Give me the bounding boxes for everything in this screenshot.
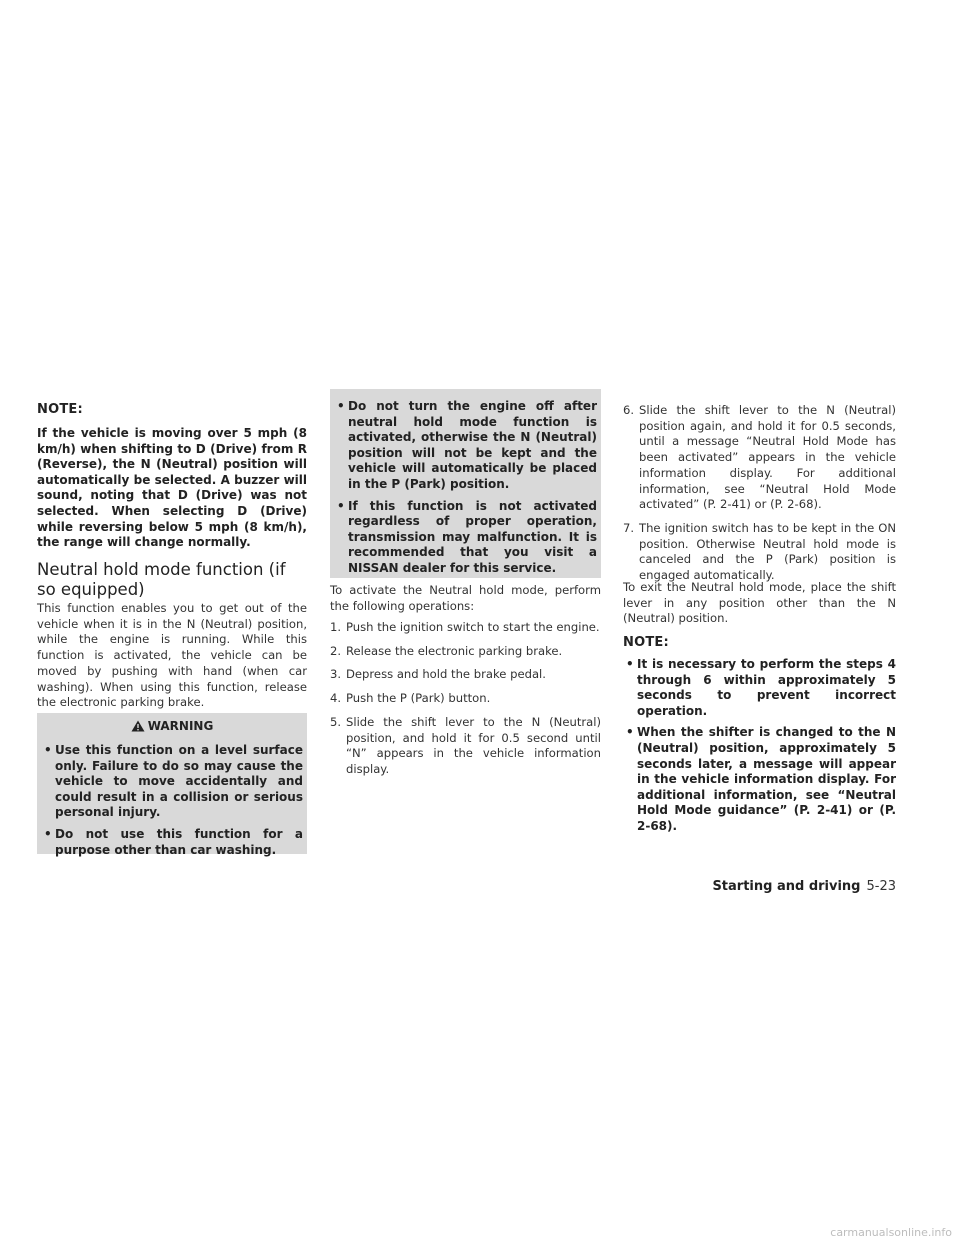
page-footer [703,876,896,896]
warning-item: • If this function is not activated regardless of proper operation, transmission may malfunction. It is recommended that you visit a NISSAN dealer for this service. [337,498,597,575]
watermark-text: carmanualsonline.info [830,1225,952,1239]
footer-section-title: Starting and driving [712,878,861,894]
warning-header [37,713,307,739]
note-text: If the vehicle is moving over 5 mph (8 km/h) when shifting to D (Drive) from R (Reverse), the N (Neutral) position will automatically be selected. A buzzer will sound, noting that D (Drive) was not selected. When selecting D (Drive) while reversing below 5 mph (8 km/h), the range will change normally. [37,426,307,550]
note-item: • It is necessary to perform the steps 4 through 6 within approximately 5 seconds to prevent incorrect operation. [626,657,896,718]
page-number: 5-23 [866,878,896,894]
warning-label: WARNING [147,719,214,733]
step-item: 1. Push the ignition switch to start the engine. [330,620,600,634]
step-item: 4. Push the P (Park) button. [330,691,491,706]
note-label: NOTE: [37,402,83,417]
intro-paragraph: This function enables you to get out of the vehicle when it is in the N (Neutral) position, while the engine is running. While this function is activated, the vehicle can be moved by pushing with hand (when car washing). When using this function, release the electronic parking brake. [37,601,307,710]
warning-item: • Do not use this function for a purpose other than car washing. [44,826,303,857]
warning-list [37,739,307,858]
step-list-continued [623,403,896,592]
warning-box-continued [330,389,601,578]
activate-intro: To activate the Neutral hold mode, perform the following operations: [330,583,601,613]
step-item: 2. Release the electronic parking brake. [330,643,563,658]
warning-item: • Use this function on a level surface only. Failure to do so may cause the vehicle to move accidentally and could result in a collision or serious personal injury. [44,743,303,820]
warning-list [330,389,601,577]
note-item: • When the shifter is changed to the N (Neutral) position, approximately 5 seconds later, a message will appear in the vehicle information display. For additional information, see “Neutral Hold Mode guidance” (P. 2-41) or (P. 2-68). [626,725,896,833]
warning-item: • Do not turn the engine off after neutral hold mode function is activated, otherwise the N (Neutral) position will not be kept and the vehicle will automatically be placed in the P (Park) position. [337,399,597,491]
step-list [330,620,601,786]
step-item: 7. The ignition switch has to be kept in the ON position. Otherwise Neutral hold mode is canceled and the P (Park) position is engaged automatically. [623,520,896,583]
exit-paragraph: To exit the Neutral hold mode, place the shift lever in any position other than the N (Neutral) position. [623,580,896,626]
step-item: 5. Slide the shift lever to the N (Neutral) position, and hold it for 0.5 second until “N” appears in the vehicle information display. [330,714,601,776]
warning-box [37,713,307,857]
step-item: 3. Depress and hold the brake pedal. [330,667,546,682]
watermark [0,1222,960,1242]
section-heading: Neutral hold mode function (if so equipped) [37,560,286,599]
note-label: NOTE: [623,635,669,650]
note-list [623,657,896,841]
step-item: 6. Slide the shift lever to the N (Neutral) position again, and hold it for 0.5 seconds, until a message “Neutral Hold Mode has been activated” appears in the vehicle information display. For additional information, see “Neutral Hold Mode activated” (P. 2-41) or (P. 2-68). [623,403,896,512]
warning-triangle-icon [131,720,145,732]
